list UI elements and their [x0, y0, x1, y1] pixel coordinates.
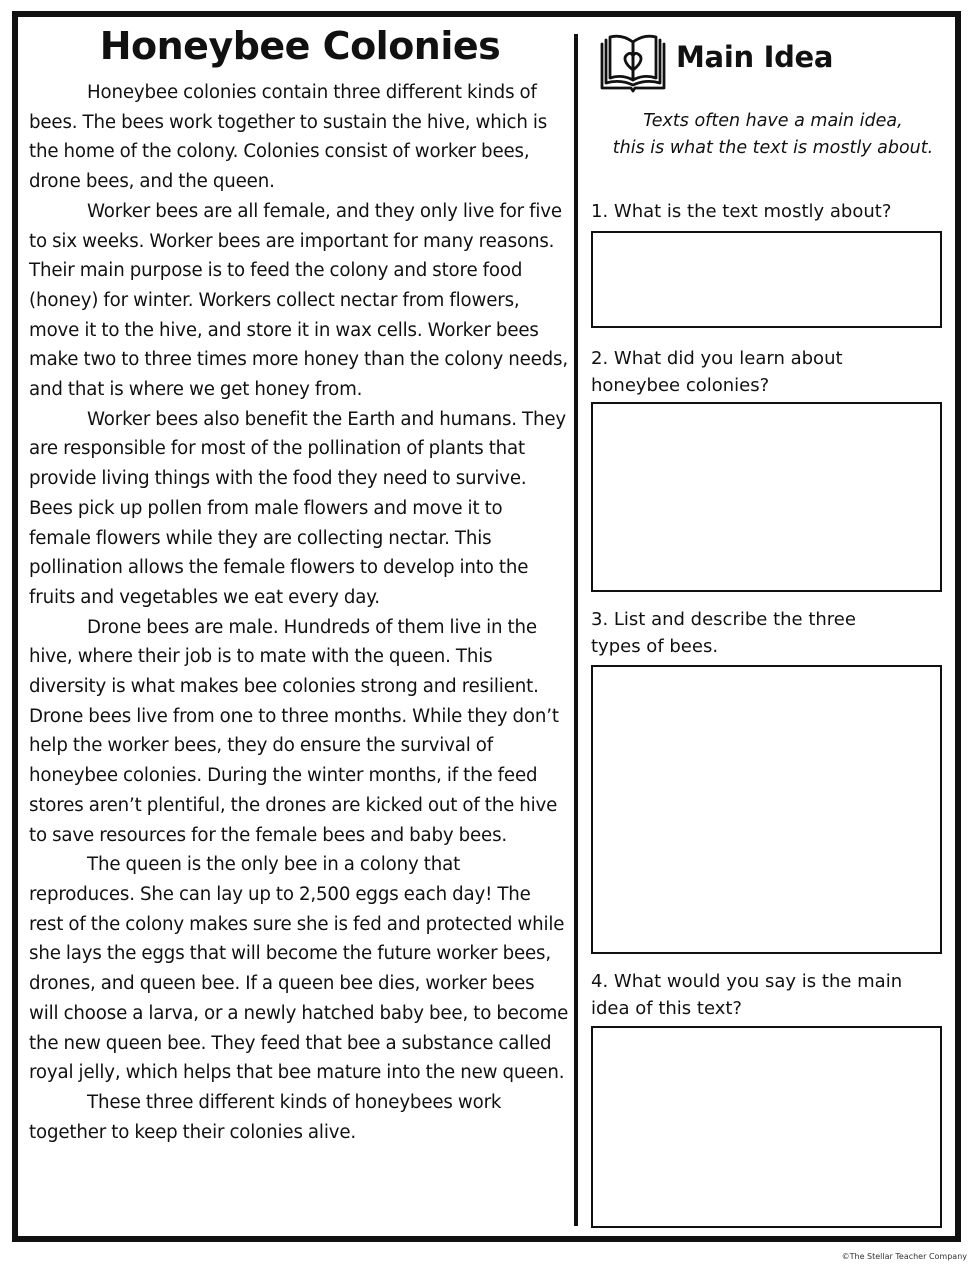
answer-box-4[interactable] — [591, 1026, 942, 1228]
paragraph-6: These three different kinds of honeybees work together to keep their colonies alive. — [29, 1091, 502, 1143]
paragraph-1: Honeybee colonies contain three different kinds of bees. The bees work together to sustain the hive, which is the home of the colony. Colonies consist of worker bees, drone bees, and the queen. — [29, 82, 548, 193]
answer-box-2[interactable] — [591, 402, 942, 592]
question-3: 3. List and describe the three types of bees. — [591, 609, 856, 657]
section-heading: Main Idea — [676, 40, 834, 74]
question-4: 4. What would you say is the main idea of this text? — [591, 971, 903, 1019]
question-2: 2. What did you learn about honeybee colonies? — [591, 348, 843, 396]
instructions-text — [588, 108, 958, 162]
answer-box-3[interactable] — [591, 665, 942, 954]
paragraph-2: Worker bees are all female, and they only live for five to six weeks. Worker bees are important for many reasons. Their main purpose is to feed the colony and store food (honey) for winter. Workers collect nectar from flowers, move it to the hive, and store it in wax cells. Worker bees make two to three times more honey than the colony needs, and that is where we get honey from. — [29, 200, 569, 401]
worksheet-title: Honeybee Colonies — [99, 24, 501, 68]
column-divider — [574, 34, 578, 1226]
book-heart-icon — [598, 32, 668, 94]
paragraph-3: Worker bees also benefit the Earth and humans. They are responsible for most of the pollination of plants that provide living things with the food they need to survive. Bees pick up pollen from male flowers and move it to female flowers while they are collecting nectar. This pollination allows the female flowers to develop into the fruits and vegetables we eat every day. — [29, 408, 567, 608]
instructions-line-2: this is what the text is mostly about. — [612, 138, 934, 158]
paragraph-5: The queen is the only bee in a colony that reproduces. She can lay up to 2,500 eggs each day! The rest of the colony makes sure she is fed and protected while she lays the eggs that will become the future worker bees, drones, and queen bee. If a queen bee dies, worker bees will choose a larva, or a newly hatched baby bee, to become the new queen bee. They feed that bee a substance called royal jelly, which helps that bee mature into the new queen. — [29, 854, 569, 1084]
instructions-line-1: Texts often have a main idea, — [643, 111, 903, 131]
question-1: 1. What is the text mostly about? — [591, 201, 892, 222]
copyright-notice: ©The Stellar Teacher Company — [841, 1252, 967, 1261]
answer-box-1[interactable] — [591, 231, 942, 328]
reading-passage — [29, 78, 569, 1147]
paragraph-4: Drone bees are male. Hundreds of them live in the hive, where their job is to mate with the queen. This diversity is what makes bee colonies strong and resilient. Drone bees live from one to three months. While they don’t help the worker bees, they do ensure the survival of honeybee colonies. During the winter months, if the feed stores aren’t plentiful, the drones are kicked out of the hive to save resources for the female bees and baby bees. — [29, 616, 559, 846]
